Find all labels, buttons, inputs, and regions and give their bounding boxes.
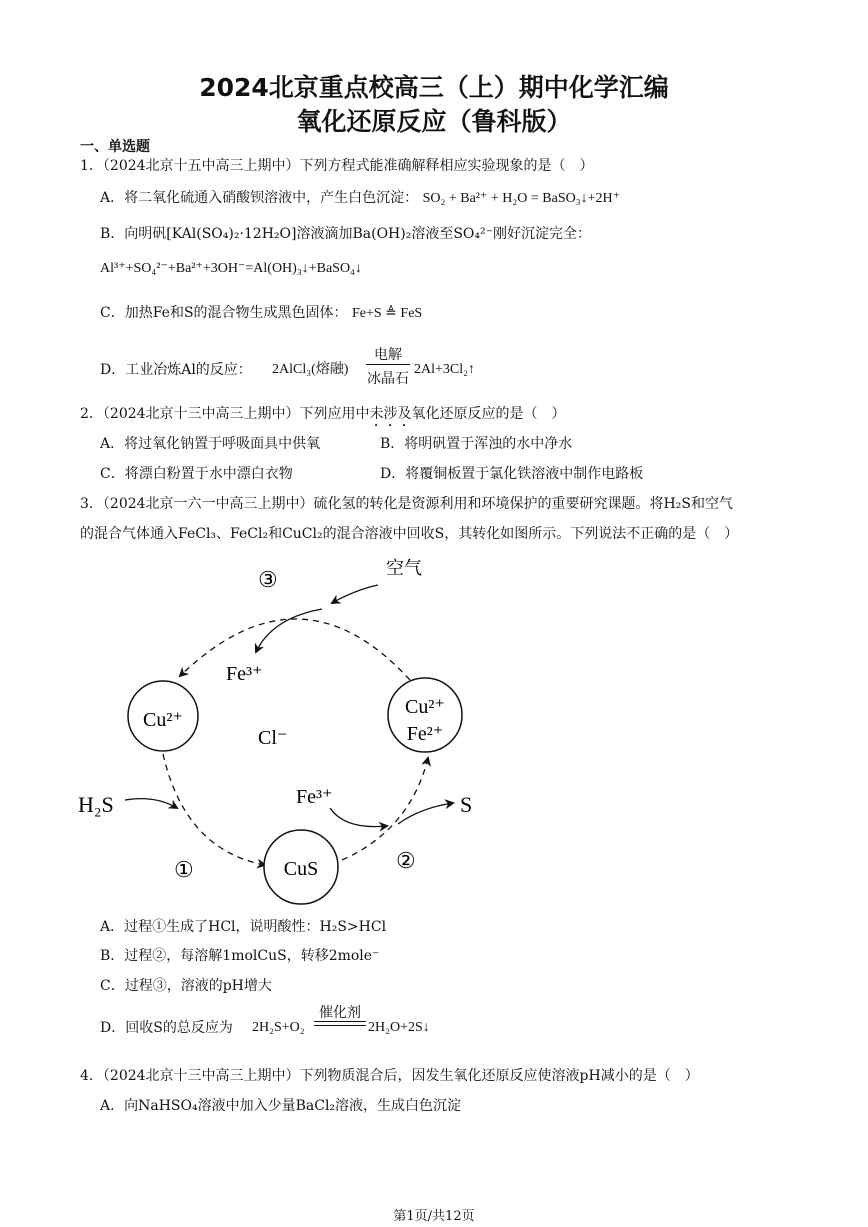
q2-option-a: A．将过氧化钠置于呼吸面具中供氧 (100, 436, 321, 452)
fe3-bottom-label: Fe³⁺ (296, 786, 333, 808)
s-out-arrow (398, 803, 453, 824)
q1-option-a (100, 188, 620, 209)
q2-option-c: C．将漂白粉置于水中漂白衣物 (100, 466, 293, 482)
q1-option-c (100, 303, 422, 324)
chloride-label: Cl⁻ (258, 727, 288, 749)
cycle-arc-step3 (180, 619, 410, 680)
q3-option-c: C．过程③，溶液的pH增大 (100, 978, 272, 994)
q3-option-a: A．过程①生成了HCl，说明酸性：H₂S>HCl (100, 919, 387, 935)
q2-option-b: B．将明矾置于浑浊的水中净水 (380, 436, 573, 452)
q1-option-a-equation: SO₂ + Ba²⁺ + H₂O = BaSO₃↓+2H⁺ (422, 191, 620, 206)
air-label: 空气 (386, 558, 422, 578)
q1-option-d-arrow-line (366, 364, 410, 365)
q4-option-a: A．向NaHSO₄溶液中加入少量BaCl₂溶液，生成白色沉淀 (100, 1098, 462, 1114)
fe2-in-circle-label: Fe²⁺ (406, 723, 444, 745)
q1-option-b-equation: Al³⁺+SO₄²⁻+Ba²⁺+3OH⁻=Al(OH)₃↓+BaSO₄↓ (100, 261, 362, 276)
q1-option-b (100, 224, 591, 244)
h2s-label: H₂S (78, 792, 114, 817)
sulfur-label: S (460, 792, 473, 817)
q1-stem: 1．（2024北京十五中高三上期中）下列方程式能准确解释相应实验现象的是（ ） (80, 158, 594, 174)
q4-stem: 4．（2024北京十三中高三上期中）下列物质混合后，因发生氧化还原反应使溶液pH减小的是（ ） (80, 1068, 699, 1084)
q1-option-d-eq-right: 2Al+3Cl₂↑ (414, 362, 476, 377)
h2s-in-arrow (125, 799, 177, 808)
cycle-arc-step1 (163, 754, 265, 865)
q3-option-d-eq-right: 2H₂O+2S↓ (368, 1020, 430, 1035)
step3-label: ③ (258, 567, 278, 592)
cu2-label: Cu²⁺ (143, 709, 183, 731)
q1-option-d (100, 360, 252, 380)
q3-option-d-eq-left: 2H₂S+O₂ (252, 1020, 305, 1035)
air-in-arrow (332, 585, 378, 603)
section-heading: 一、单选题 (80, 139, 150, 155)
q1-option-a-text: A．将二氧化硫通入硝酸钡溶液中，产生白色沉淀： (100, 190, 419, 206)
q2-stem-end: 氧化还原反应的是（ ） (411, 406, 566, 422)
reaction-cycle-diagram (0, 550, 868, 910)
q1-option-d-condition-bottom: 冰晶石 (367, 371, 409, 387)
q3-option-d-text: D．回收S的总反应为 (100, 1020, 233, 1036)
q2-stem-emphasis: 未涉及 (369, 406, 412, 422)
fe3-in-arrow (330, 808, 387, 827)
q2-stem (80, 404, 566, 430)
q1-option-d-eq-left: 2AlCl₃(熔融) (272, 362, 349, 377)
q1-option-d-text: D．工业冶炼Al的反应： (100, 362, 252, 378)
q1-option-d-condition-top: 电解 (374, 347, 402, 363)
q3-stem-line2: 的混合气体通入FeCl₃、FeCl₂和CuCl₂的混合溶液中回收S，其转化如图所示。下列说法不正确的是（ ） (80, 526, 739, 542)
fe3-top-label: Fe³⁺ (226, 663, 263, 685)
page-subtitle: 氧化还原反应（鲁科版） (296, 107, 572, 136)
step1-label: ① (174, 857, 194, 882)
q3-option-b: B．过程②，每溶解1molCuS，转移2mole⁻ (100, 948, 380, 964)
q2-option-d: D．将覆铜板置于氯化铁溶液中制作电路板 (380, 466, 644, 482)
q1-option-b-text: B．向明矾[KAl(SO₄)₂·12H₂O]溶液滴加Ba(OH)₂溶液至SO₄²⁻刚好沉淀完全： (100, 226, 592, 242)
cycle-arc-step2 (342, 758, 428, 860)
q3-stem-line1: 3．（2024北京一六一中高三上期中）硫化氢的转化是资源利用和环境保护的重要研究课题。将H₂S和空气 (80, 496, 733, 512)
q3-option-d-condition-top: 催化剂 (319, 1005, 361, 1021)
q1-option-c-equation: Fe+S ≜ FeS (352, 306, 423, 321)
page-footer: 第1页/共12页 (393, 1209, 475, 1224)
q1-option-c-text: C．加热Fe和S的混合物生成黑色固体： (100, 305, 348, 321)
q3-option-d-equals-line (314, 1021, 366, 1026)
step2-label: ② (396, 848, 416, 873)
q2-stem-start: 2．（2024北京十三中高三上期中）下列应用中 (80, 406, 370, 422)
cu2-in-circle-label: Cu²⁺ (405, 696, 445, 718)
page-title: 2024北京重点校高三（上）期中化学汇编 (199, 73, 669, 102)
fe3-out-arrow (256, 609, 322, 652)
cus-label: CuS (283, 858, 319, 880)
